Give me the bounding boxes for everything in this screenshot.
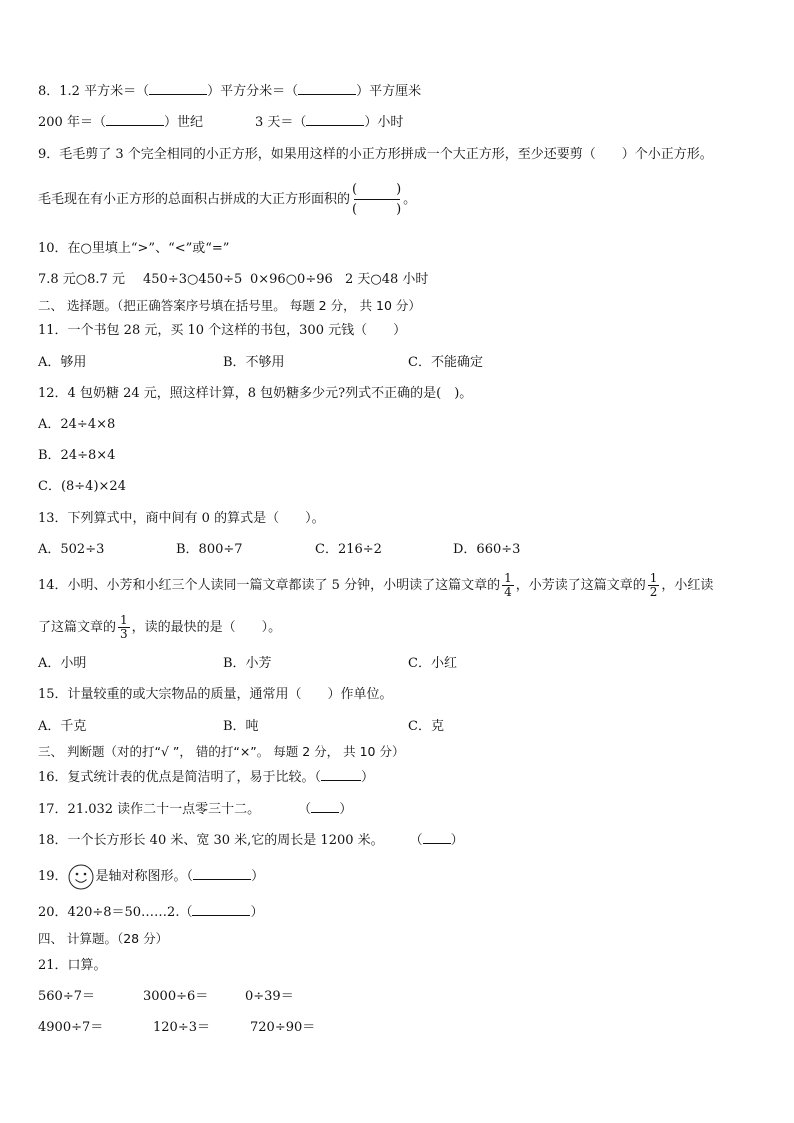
option-c[interactable]: C．小红 <box>408 656 457 671</box>
question-10-stem: 10．在○里填上“>”、“<”或“=” <box>38 241 230 256</box>
question-21-stem: 21．口算。 <box>38 958 107 973</box>
question-14-line-1: 14．小明、小芳和小红三个人读同一篇文章都读了 5 分钟，小明读了这篇文章的 $\frac{1}{4}$ ，小芳读了这篇文章的 $\frac{1}{2}$ ，小红读 <box>38 571 714 599</box>
compare-item: 2 天○48 小时 <box>345 272 429 287</box>
answer-blank[interactable] <box>192 904 250 916</box>
section-4-heading: 四、 计算题。（28 分） <box>38 931 169 946</box>
section-2-heading: 二、 选择题。（把正确答案序号填在括号里。 每题 2 分， 共 10 分） <box>38 298 421 313</box>
answer-blank[interactable] <box>423 832 451 844</box>
oral-calc-item: 720÷90＝ <box>250 1020 316 1035</box>
answer-blank[interactable] <box>149 83 207 95</box>
answer-blank[interactable] <box>298 83 356 95</box>
oral-calc-item: 560÷7＝ <box>38 989 95 1004</box>
question-14-line-2: 了这篇文章的 $\frac{1}{3}$ ，读的最快的是（ ）。 <box>38 613 282 641</box>
option-d[interactable]: D．660÷3 <box>453 542 521 557</box>
fraction-answer[interactable]: ( ) ( ) <box>352 182 402 217</box>
answer-blank[interactable] <box>193 868 251 880</box>
question-9-stem: 9．毛毛剪了 3 个完全相同的小正方形，如果用这样的小正方形拼成一个大正方形，至少还要剪（ ）个小正方形。 <box>38 147 713 162</box>
option-a[interactable]: A．千克 <box>38 719 87 734</box>
compare-item: 0×96○0÷96 <box>250 272 333 287</box>
answer-blank[interactable] <box>106 114 164 126</box>
compare-item: 7.8 元○8.7 元 <box>38 272 125 287</box>
question-8-line-2: 200 年＝（ ）世纪 3 天＝（ ）小时 <box>38 115 404 130</box>
option-a[interactable]: A．够用 <box>38 355 87 370</box>
option-c[interactable]: C．216÷2 <box>315 542 382 557</box>
compare-item: 450÷3○450÷5 <box>143 272 243 287</box>
fraction: $\frac{1}{4}$ <box>504 571 512 599</box>
oral-calc-item: 4900÷7＝ <box>38 1020 104 1035</box>
question-12-stem: 12．4 包奶糖 24 元，照这样计算，8 包奶糖多少元?列式不正确的是( )。 <box>38 386 473 401</box>
question-20: 20．420÷8＝50……2.（ ） <box>38 905 264 920</box>
question-13-stem: 13．下列算式中，商中间有 0 的算式是（ ）。 <box>38 511 325 526</box>
option-b[interactable]: B．小芳 <box>223 656 272 671</box>
option-c[interactable]: C．(8÷4)×24 <box>38 479 126 494</box>
answer-blank[interactable] <box>306 114 364 126</box>
oral-calc-item: 120÷3＝ <box>153 1020 210 1035</box>
fraction: $\frac{1}{3}$ <box>120 613 128 641</box>
question-18: 18．一个长方形长 40 米、宽 30 米,它的周长是 1200 米。 （ ） <box>38 833 464 848</box>
option-b[interactable]: B．24÷8×4 <box>38 448 116 463</box>
question-16: 16．复式统计表的优点是简洁明了，易于比较。（ ） <box>38 770 375 785</box>
question-11-stem: 11．一个书包 28 元，买 10 个这样的书包，300 元钱（ ） <box>38 323 407 338</box>
oral-calc-item: 0÷39＝ <box>245 989 294 1004</box>
section-3-heading: 三、 判断题（对的打“√ ”， 错的打“×”。 每题 2 分， 共 10 分） <box>38 744 405 759</box>
option-c[interactable]: C．不能确定 <box>408 355 483 370</box>
option-a[interactable]: A．502÷3 <box>38 542 105 557</box>
fraction: $\frac{1}{2}$ <box>649 571 658 599</box>
question-15-stem: 15．计量较重的或大宗物品的质量，通常用（ ）作单位。 <box>38 687 393 702</box>
option-c[interactable]: C．克 <box>408 719 444 734</box>
option-b[interactable]: B．800÷7 <box>176 542 243 557</box>
option-b[interactable]: B．不够用 <box>223 355 285 370</box>
option-a[interactable]: A．24÷4×8 <box>38 417 116 432</box>
question-8-line-1: 8．1.2 平方米＝（ ）平方分米＝（ ）平方厘米 <box>38 84 422 99</box>
option-b[interactable]: B．吨 <box>223 719 259 734</box>
answer-blank[interactable] <box>311 801 339 813</box>
question-17: 17．21.032 读作二十一点零三十二。 （ ） <box>38 802 353 817</box>
answer-blank[interactable] <box>321 769 361 781</box>
question-19: 19． 是轴对称图形。（ ） <box>38 862 264 892</box>
option-a[interactable]: A．小明 <box>38 656 87 671</box>
question-9-line-2: 毛毛现在有小正方形的总面积占拼成的大正方形面积的 ( ) ( ) 。 <box>38 182 417 217</box>
smiley-face-icon <box>68 864 94 890</box>
oral-calc-item: 3000÷6＝ <box>143 989 209 1004</box>
